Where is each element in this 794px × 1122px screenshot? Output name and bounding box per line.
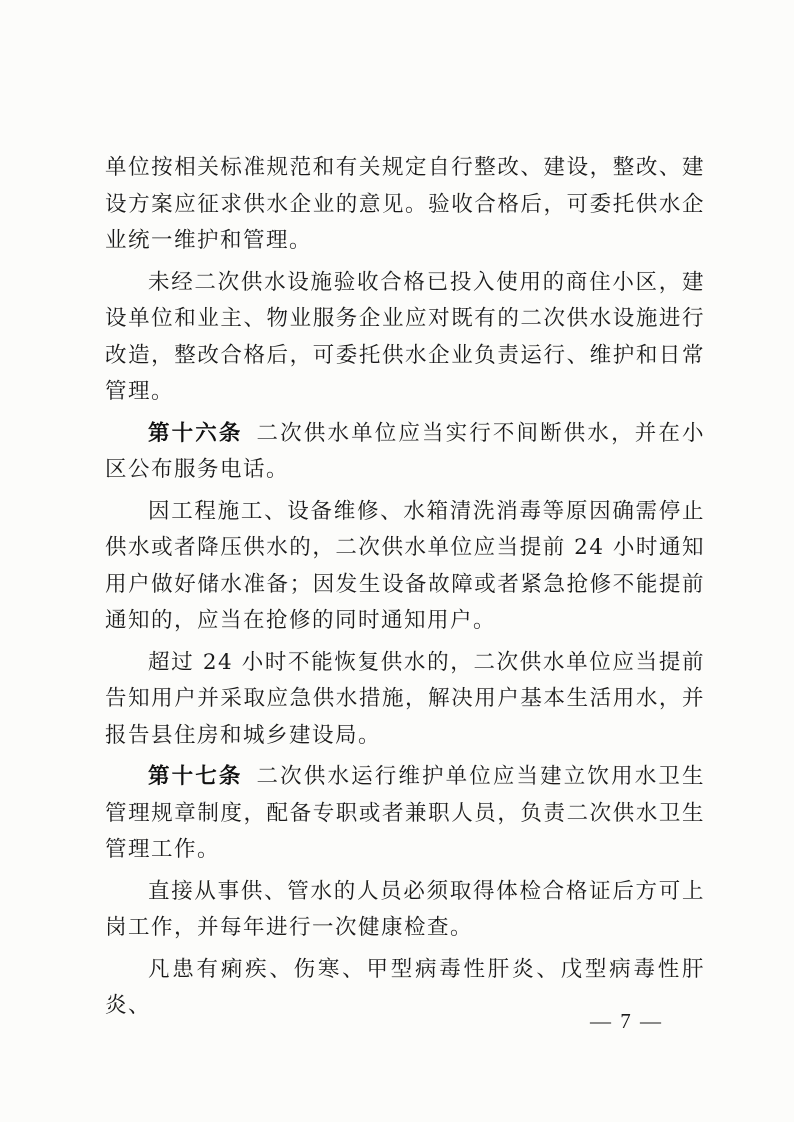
paragraph-text: 二次供水运行维护单位应当建立饮用水卫生管理规章制度，配备专职或者兼职人员，负责二次供水卫生管理工作。 <box>105 764 705 862</box>
paragraph-text: 因工程施工、设备维修、水箱清洗消毒等原因确需停止供水或者降压供水的，二次供水单位应当提前 24 小时通知用户做好储水准备；因发生设备故障或者紧急抢修不能提前通知的，应当在抢修的同时通知用户。 <box>105 498 705 633</box>
article-17 <box>105 759 705 869</box>
paragraph <box>105 494 705 640</box>
paragraph-text: 未经二次供水设施验收合格已投入使用的商住小区，建设单位和业主、物业服务企业应对既有的二次供水设施进行改造，整改合格后，可委托供水企业负责运行、维护和日常管理。 <box>105 269 705 404</box>
page-number: — 7 — <box>590 1009 663 1033</box>
paragraph-text: 单位按相关标准规范和有关规定自行整改、建设，整改、建设方案应征求供水企业的意见。验收合格后，可委托供水企业统一维护和管理。 <box>105 155 705 253</box>
document-body <box>105 150 705 1025</box>
paragraph-continuation <box>105 150 705 260</box>
paragraph <box>105 265 705 411</box>
article-number: 第十七条 <box>148 764 243 789</box>
paragraph <box>105 874 705 947</box>
paragraph-text: 凡患有痢疾、伤寒、甲型病毒性肝炎、戊型病毒性肝炎、 <box>105 956 705 1018</box>
paragraph-text: 直接从事供、管水的人员必须取得体检合格证后方可上岗工作，并每年进行一次健康检查。 <box>105 878 705 940</box>
paragraph-text: 超过 24 小时不能恢复供水的，二次供水单位应当提前告知用户并采取应急供水措施，解决用户基本生活用水，并报告县住房和城乡建设局。 <box>105 649 705 748</box>
article-number: 第十六条 <box>148 420 243 446</box>
article-16 <box>105 416 705 489</box>
paragraph-text: 二次供水单位应当实行不间断供水，并在小区公布服务电话。 <box>105 420 705 482</box>
paragraph <box>105 645 705 755</box>
